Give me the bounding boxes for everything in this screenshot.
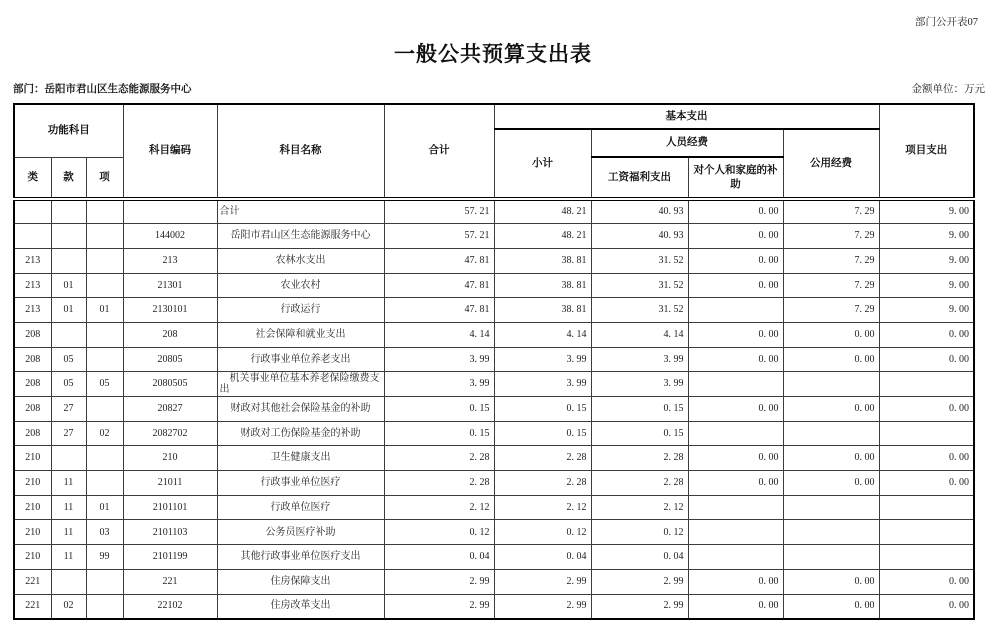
table-row (14, 273, 974, 298)
subject-name: 住房保障支出 (217, 569, 384, 594)
total: 2. 28 (384, 446, 494, 471)
public-funds: 0. 00 (783, 594, 879, 619)
public-funds (783, 520, 879, 545)
public-funds (783, 372, 879, 397)
individual-family-subsidy: 0. 00 (688, 224, 783, 249)
subject-name: 卫生健康支出 (217, 446, 384, 471)
subject-name: 农林水支出 (217, 248, 384, 273)
budget-table (13, 103, 975, 620)
individual-family-subsidy: 0. 00 (688, 569, 783, 594)
project-expenditure: 0. 00 (879, 471, 974, 496)
total: 3. 99 (384, 372, 494, 397)
table-row (14, 495, 974, 520)
public-funds (783, 545, 879, 570)
subject-code: 213 (123, 248, 217, 273)
func-item (86, 273, 123, 298)
salary-welfare-expense: 2. 28 (591, 446, 688, 471)
func-item: 01 (86, 298, 123, 323)
basic-subtotal: 3. 99 (494, 372, 591, 397)
header-subtotal: 小计 (494, 129, 591, 199)
public-funds: 0. 00 (783, 347, 879, 372)
project-expenditure (879, 520, 974, 545)
individual-family-subsidy: 0. 00 (688, 322, 783, 347)
salary-welfare-expense: 4. 14 (591, 322, 688, 347)
basic-subtotal: 3. 99 (494, 347, 591, 372)
basic-subtotal: 0. 04 (494, 545, 591, 570)
func-class: 208 (14, 372, 51, 397)
func-item (86, 224, 123, 249)
individual-family-subsidy: 0. 00 (688, 199, 783, 224)
header-individual-family-subsidy: 对个人和家庭的补助 (688, 157, 783, 199)
public-funds: 7. 29 (783, 273, 879, 298)
table-body (14, 199, 974, 619)
header-func-class: 类 (14, 157, 51, 199)
project-expenditure: 0. 00 (879, 594, 974, 619)
func-section (51, 569, 86, 594)
func-class: 210 (14, 495, 51, 520)
table-row (14, 446, 974, 471)
salary-welfare-expense: 3. 99 (591, 372, 688, 397)
func-item (86, 569, 123, 594)
individual-family-subsidy: 0. 00 (688, 397, 783, 422)
public-funds: 0. 00 (783, 446, 879, 471)
basic-subtotal: 4. 14 (494, 322, 591, 347)
func-item: 02 (86, 421, 123, 446)
individual-family-subsidy (688, 372, 783, 397)
salary-welfare-expense: 3. 99 (591, 347, 688, 372)
salary-welfare-expense: 2. 99 (591, 594, 688, 619)
table-row (14, 298, 974, 323)
func-class: 208 (14, 322, 51, 347)
project-expenditure (879, 421, 974, 446)
salary-welfare-expense: 0. 15 (591, 421, 688, 446)
subject-name: 社会保障和就业支出 (217, 322, 384, 347)
table-row (14, 471, 974, 496)
func-class: 208 (14, 421, 51, 446)
total: 2. 99 (384, 594, 494, 619)
func-class: 210 (14, 471, 51, 496)
basic-subtotal: 2. 99 (494, 594, 591, 619)
public-funds: 0. 00 (783, 322, 879, 347)
meta-row (13, 81, 985, 96)
total: 4. 14 (384, 322, 494, 347)
subject-code: 2080505 (123, 372, 217, 397)
table-row (14, 248, 974, 273)
individual-family-subsidy: 0. 00 (688, 471, 783, 496)
table-row (14, 421, 974, 446)
individual-family-subsidy: 0. 00 (688, 347, 783, 372)
subject-code: 21011 (123, 471, 217, 496)
public-funds: 0. 00 (783, 471, 879, 496)
table-row (14, 397, 974, 422)
table-header (14, 104, 974, 199)
subject-code: 2130101 (123, 298, 217, 323)
project-expenditure: 9. 00 (879, 248, 974, 273)
salary-welfare-expense: 31. 52 (591, 248, 688, 273)
func-class: 208 (14, 347, 51, 372)
project-expenditure (879, 545, 974, 570)
basic-subtotal: 0. 12 (494, 520, 591, 545)
individual-family-subsidy (688, 520, 783, 545)
subject-name: 行政单位医疗 (217, 495, 384, 520)
project-expenditure (879, 372, 974, 397)
basic-subtotal: 38. 81 (494, 298, 591, 323)
individual-family-subsidy (688, 298, 783, 323)
total: 0. 15 (384, 397, 494, 422)
subject-code: 2082702 (123, 421, 217, 446)
func-item (86, 322, 123, 347)
salary-welfare-expense: 2. 99 (591, 569, 688, 594)
subject-name: 岳阳市君山区生态能源服务中心 (217, 224, 384, 249)
subject-code: 2101101 (123, 495, 217, 520)
basic-subtotal: 0. 15 (494, 421, 591, 446)
func-section (51, 446, 86, 471)
subject-name: 农业农村 (217, 273, 384, 298)
subject-name: 行政事业单位医疗 (217, 471, 384, 496)
total: 2. 12 (384, 495, 494, 520)
total: 0. 12 (384, 520, 494, 545)
func-item (86, 471, 123, 496)
subject-name: 财政对工伤保险基金的补助 (217, 421, 384, 446)
header-func-section: 款 (51, 157, 86, 199)
project-expenditure: 9. 00 (879, 298, 974, 323)
public-funds: 0. 00 (783, 569, 879, 594)
total: 57. 21 (384, 199, 494, 224)
public-funds (783, 421, 879, 446)
func-class: 213 (14, 248, 51, 273)
func-class (14, 224, 51, 249)
table-row (14, 322, 974, 347)
subject-code: 208 (123, 322, 217, 347)
table-row (14, 372, 974, 397)
salary-welfare-expense: 0. 12 (591, 520, 688, 545)
func-section: 11 (51, 471, 86, 496)
header-personnel-funds: 人员经费 (591, 129, 783, 157)
subject-code: 20827 (123, 397, 217, 422)
public-funds: 7. 29 (783, 298, 879, 323)
project-expenditure: 9. 00 (879, 273, 974, 298)
subject-name: 合计 (217, 199, 384, 224)
individual-family-subsidy: 0. 00 (688, 273, 783, 298)
func-section (51, 199, 86, 224)
subject-code: 2101103 (123, 520, 217, 545)
func-section: 11 (51, 495, 86, 520)
amount-unit-label: 金额单位：万元 (911, 84, 985, 95)
total: 47. 81 (384, 273, 494, 298)
individual-family-subsidy: 0. 00 (688, 446, 783, 471)
individual-family-subsidy: 0. 00 (688, 594, 783, 619)
individual-family-subsidy: 0. 00 (688, 248, 783, 273)
header-salary-welfare: 工资福利支出 (591, 157, 688, 199)
func-item: 01 (86, 495, 123, 520)
basic-subtotal: 2. 12 (494, 495, 591, 520)
subject-code: 20805 (123, 347, 217, 372)
subject-code: 210 (123, 446, 217, 471)
salary-welfare-expense: 31. 52 (591, 298, 688, 323)
func-item (86, 446, 123, 471)
header-func-item: 项 (86, 157, 123, 199)
basic-subtotal: 2. 28 (494, 446, 591, 471)
subject-name: 行政事业单位养老支出 (217, 347, 384, 372)
total: 2. 99 (384, 569, 494, 594)
project-expenditure: 0. 00 (879, 322, 974, 347)
individual-family-subsidy (688, 495, 783, 520)
header-subject-code: 科目编码 (123, 104, 217, 199)
corner-note: 部门公开表07 (915, 17, 978, 28)
table-row (14, 224, 974, 249)
subject-code: 221 (123, 569, 217, 594)
salary-welfare-expense: 31. 52 (591, 273, 688, 298)
basic-subtotal: 0. 15 (494, 397, 591, 422)
table-row (14, 594, 974, 619)
project-expenditure: 0. 00 (879, 347, 974, 372)
project-expenditure: 0. 00 (879, 569, 974, 594)
project-expenditure: 9. 00 (879, 199, 974, 224)
header-func-subject: 功能科目 (14, 104, 123, 157)
header-total: 合计 (384, 104, 494, 199)
basic-subtotal: 48. 21 (494, 199, 591, 224)
basic-subtotal: 38. 81 (494, 248, 591, 273)
table-row (14, 569, 974, 594)
header-basic-expenditure: 基本支出 (494, 104, 879, 129)
func-class: 213 (14, 273, 51, 298)
salary-welfare-expense: 2. 28 (591, 471, 688, 496)
project-expenditure: 9. 00 (879, 224, 974, 249)
public-funds: 0. 00 (783, 397, 879, 422)
func-section (51, 224, 86, 249)
total: 57. 21 (384, 224, 494, 249)
subject-name: 财政对其他社会保险基金的补助 (217, 397, 384, 422)
func-section: 02 (51, 594, 86, 619)
subject-code (123, 199, 217, 224)
salary-welfare-expense: 40. 93 (591, 199, 688, 224)
func-item (86, 347, 123, 372)
table-row (14, 199, 974, 224)
subject-code: 21301 (123, 273, 217, 298)
table-row (14, 545, 974, 570)
func-section: 01 (51, 273, 86, 298)
subject-name: 公务员医疗补助 (217, 520, 384, 545)
table-row (14, 520, 974, 545)
header-public-funds: 公用经费 (783, 129, 879, 199)
func-section: 11 (51, 520, 86, 545)
func-section (51, 322, 86, 347)
func-class (14, 199, 51, 224)
func-class: 208 (14, 397, 51, 422)
total: 2. 28 (384, 471, 494, 496)
project-expenditure: 0. 00 (879, 397, 974, 422)
func-class: 210 (14, 446, 51, 471)
salary-welfare-expense: 40. 93 (591, 224, 688, 249)
func-section: 11 (51, 545, 86, 570)
subject-code: 22102 (123, 594, 217, 619)
basic-subtotal: 2. 99 (494, 569, 591, 594)
func-class: 210 (14, 520, 51, 545)
func-item (86, 248, 123, 273)
individual-family-subsidy (688, 545, 783, 570)
header-subject-name: 科目名称 (217, 104, 384, 199)
subject-name: 行政运行 (217, 298, 384, 323)
public-funds: 7. 29 (783, 248, 879, 273)
func-item: 05 (86, 372, 123, 397)
project-expenditure (879, 495, 974, 520)
total: 0. 15 (384, 421, 494, 446)
func-item (86, 397, 123, 422)
page-title: 一般公共预算支出表 (394, 42, 592, 66)
total: 3. 99 (384, 347, 494, 372)
subject-name: 机关事业单位基本养老保险缴费支出 (217, 372, 384, 397)
department-label: 部门：岳阳市君山区生态能源服务中心 (13, 84, 192, 95)
func-section: 01 (51, 298, 86, 323)
subject-code: 2101199 (123, 545, 217, 570)
total: 47. 81 (384, 248, 494, 273)
public-funds (783, 495, 879, 520)
func-section: 05 (51, 347, 86, 372)
header-project-expenditure: 项目支出 (879, 104, 974, 199)
func-section: 05 (51, 372, 86, 397)
func-class: 213 (14, 298, 51, 323)
func-item: 03 (86, 520, 123, 545)
salary-welfare-expense: 0. 04 (591, 545, 688, 570)
func-section (51, 248, 86, 273)
project-expenditure: 0. 00 (879, 446, 974, 471)
func-item (86, 199, 123, 224)
basic-subtotal: 38. 81 (494, 273, 591, 298)
salary-welfare-expense: 0. 15 (591, 397, 688, 422)
subject-name: 住房改革支出 (217, 594, 384, 619)
total: 47. 81 (384, 298, 494, 323)
func-class: 221 (14, 569, 51, 594)
total: 0. 04 (384, 545, 494, 570)
func-section: 27 (51, 397, 86, 422)
func-item: 99 (86, 545, 123, 570)
public-funds: 7. 29 (783, 199, 879, 224)
func-class: 221 (14, 594, 51, 619)
individual-family-subsidy (688, 421, 783, 446)
basic-subtotal: 48. 21 (494, 224, 591, 249)
func-item (86, 594, 123, 619)
basic-subtotal: 2. 28 (494, 471, 591, 496)
subject-name: 其他行政事业单位医疗支出 (217, 545, 384, 570)
public-funds: 7. 29 (783, 224, 879, 249)
table-row (14, 347, 974, 372)
subject-code: 144002 (123, 224, 217, 249)
salary-welfare-expense: 2. 12 (591, 495, 688, 520)
func-section: 27 (51, 421, 86, 446)
func-class: 210 (14, 545, 51, 570)
